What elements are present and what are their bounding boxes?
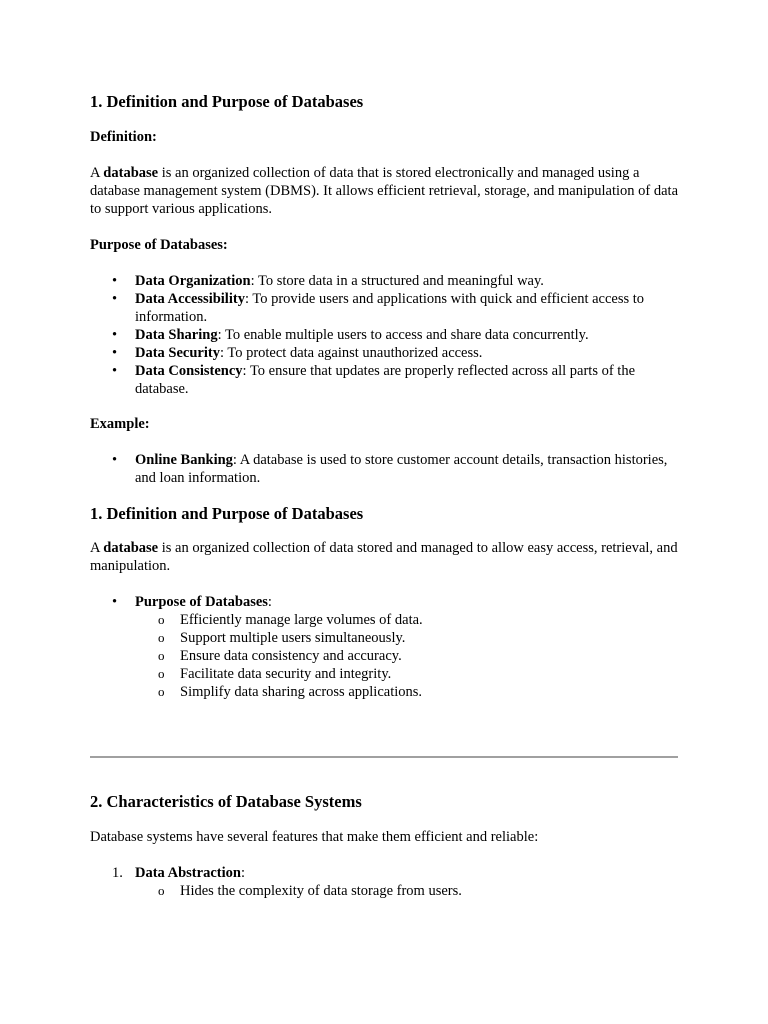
definition-text: is an organized collection of data that is stored electronically and managed using a database management system (DBMS). It allows efficient retrieval, storage, and manipulation of data to support various applications.	[90, 165, 679, 217]
item-text: : To enable multiple users to access and share data concurrently.	[217, 327, 589, 343]
item-term: Data Accessibility	[135, 291, 245, 307]
item-text: : To store data in a structured and meaningful way.	[250, 273, 544, 289]
definition-term: database	[103, 165, 159, 181]
item-term: Data Abstraction	[135, 865, 241, 881]
example-list	[90, 451, 680, 487]
item-colon: :	[267, 594, 272, 610]
sub-list-item: o Facilitate data security and integrity.	[135, 665, 680, 683]
list-item	[90, 864, 680, 900]
definition-pre: A	[90, 165, 104, 181]
section-heading: 1. Definition and Purpose of Databases	[90, 92, 364, 111]
list-item	[90, 272, 680, 290]
sub-list-item: o Hides the complexity of data storage from users.	[135, 882, 680, 900]
item-number: 1.	[112, 865, 123, 881]
intro-term: database	[103, 540, 159, 556]
item-text: : To ensure that updates are properly reflected across all parts of the database.	[135, 363, 636, 397]
example-label: Example:	[90, 416, 150, 432]
horizontal-divider	[90, 756, 678, 758]
item-colon: :	[240, 865, 245, 881]
item-term: Online Banking	[135, 452, 233, 468]
purpose-list	[90, 593, 680, 701]
purpose-list	[90, 272, 680, 398]
item-term: Data Consistency	[135, 363, 243, 379]
list-item	[90, 326, 680, 344]
document-page	[90, 91, 680, 900]
list-item	[90, 451, 680, 487]
intro-text: is an organized collection of data stored and managed to allow easy access, retrieval, and manipulation.	[90, 540, 678, 574]
intro-paragraph: Database systems have several features that make them efficient and reliable:	[90, 829, 539, 845]
item-term: Data Security	[135, 345, 220, 361]
sub-list-item: o Simplify data sharing across applications.	[135, 683, 680, 701]
section-heading: 2. Characteristics of Database Systems	[90, 792, 362, 811]
sub-list	[135, 611, 680, 701]
sub-list-item: o Ensure data consistency and accuracy.	[135, 647, 680, 665]
intro-pre: A	[90, 540, 104, 556]
item-term: Data Sharing	[135, 327, 218, 343]
list-item	[90, 344, 680, 362]
purpose-label: Purpose of Databases:	[90, 237, 228, 253]
section-heading: 1. Definition and Purpose of Databases	[90, 504, 364, 523]
item-term: Purpose of Databases	[135, 594, 268, 610]
sub-list-item: o Efficiently manage large volumes of data.	[135, 611, 680, 629]
list-item	[90, 290, 680, 326]
definition-paragraph	[90, 164, 680, 218]
item-text: : To provide users and applications with quick and efficient access to information.	[135, 291, 645, 325]
sub-list-item: o Support multiple users simultaneously.	[135, 629, 680, 647]
sub-list	[135, 882, 680, 900]
item-text: : A database is used to store customer account details, transaction histories, and loan information.	[135, 452, 668, 486]
list-item	[90, 362, 680, 398]
definition-label: Definition:	[90, 129, 157, 145]
intro-paragraph	[90, 539, 680, 575]
item-text: : To protect data against unauthorized access.	[219, 345, 483, 361]
item-term: Data Organization	[135, 273, 251, 289]
characteristics-list	[90, 864, 680, 900]
list-item	[90, 593, 680, 701]
